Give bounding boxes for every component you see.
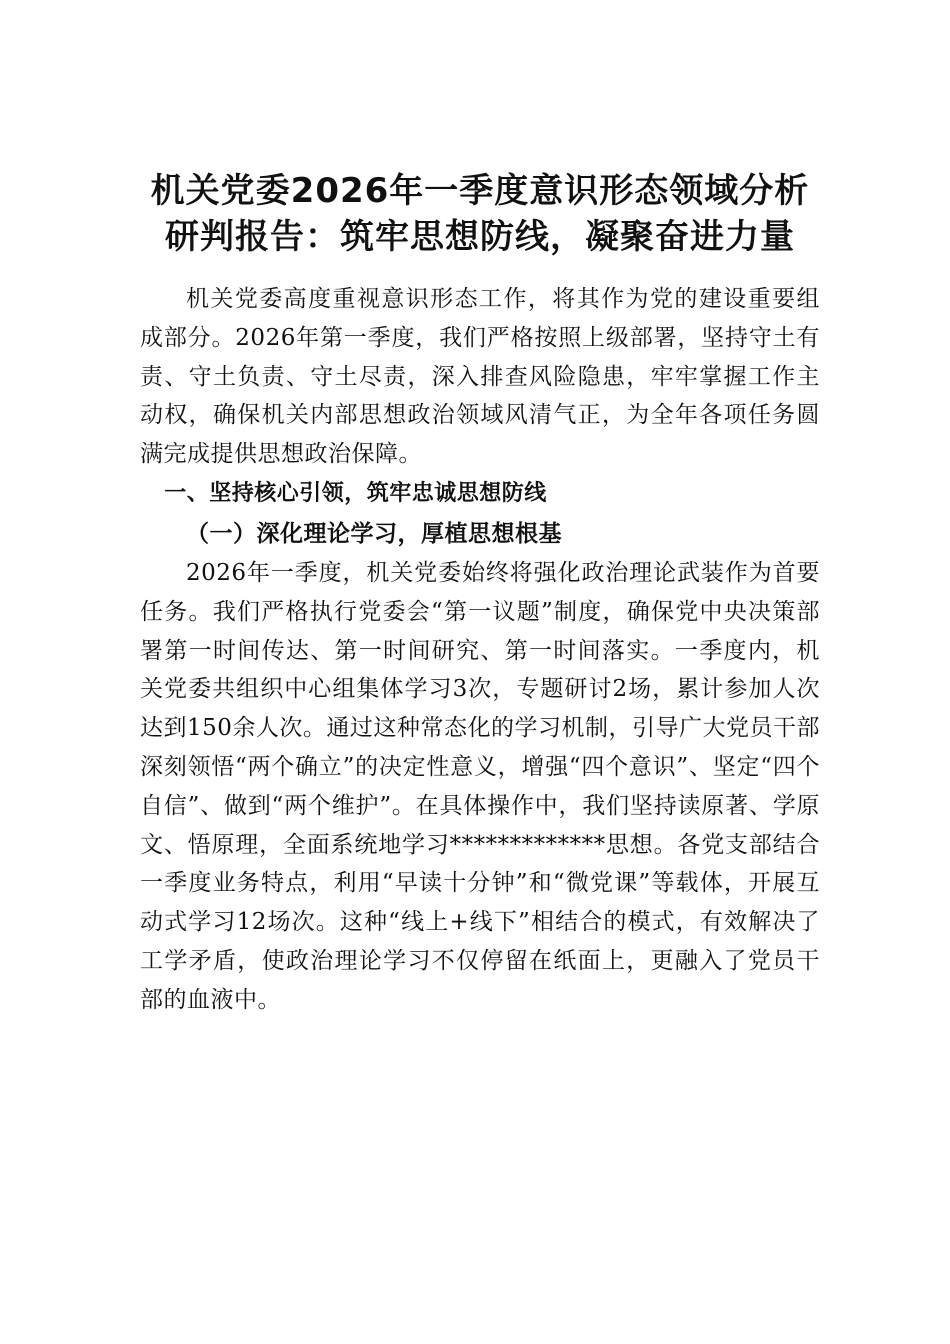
subsection-heading: （一）深化理论学习，厚植思想根基	[186, 519, 562, 547]
section-heading: 一、坚持核心引领，筑牢忠诚思想防线	[164, 480, 547, 506]
intro-paragraph: 机关党委高度重视意识形态工作，将其作为党的建设重要组成部分。2026年第一季度，我们严格按照上级部署，坚持守土有责、守土负责、守土尽责，深入排查风险隐患，牢牢掌握工作主动权，确保机关内部思想政治领域风清气正，为全年各项任务圆满完成提供思想政治保障。	[140, 286, 820, 468]
document-content	[140, 168, 820, 1020]
subsection-body-paragraph: 2026年一季度，机关党委始终将强化政治理论武装作为首要任务。我们严格执行党委会“第一议题”制度，确保党中央决策部署第一时间传达、第一时间研究、第一时间落实。一季度内，机关党委共组织中心组集体学习3次，专题研讨2场，累计参加人次达到150余人次。通过这种常态化的学习机制，引导广大党员干部深刻领悟“两个确立”的决定性意义，增强“四个意识”、坚定“四个自信”、做到“两个维护”。在具体操作中，我们坚持读原著、学原文、悟原理，全面系统地学习*************思想。各党支部结合一季度业务特点，利用“早读十分钟”和“微党课”等载体，开展互动式学习12场次。这种“线上+线下”相结合的模式，有效解决了工学矛盾，使政治理论学习不仅停留在纸面上，更融入了党员干部的血液中。	[140, 559, 820, 1013]
document-title: 机关党委2026年一季度意识形态领域分析研判报告：筑牢思想防线，凝聚奋进力量	[150, 171, 810, 257]
